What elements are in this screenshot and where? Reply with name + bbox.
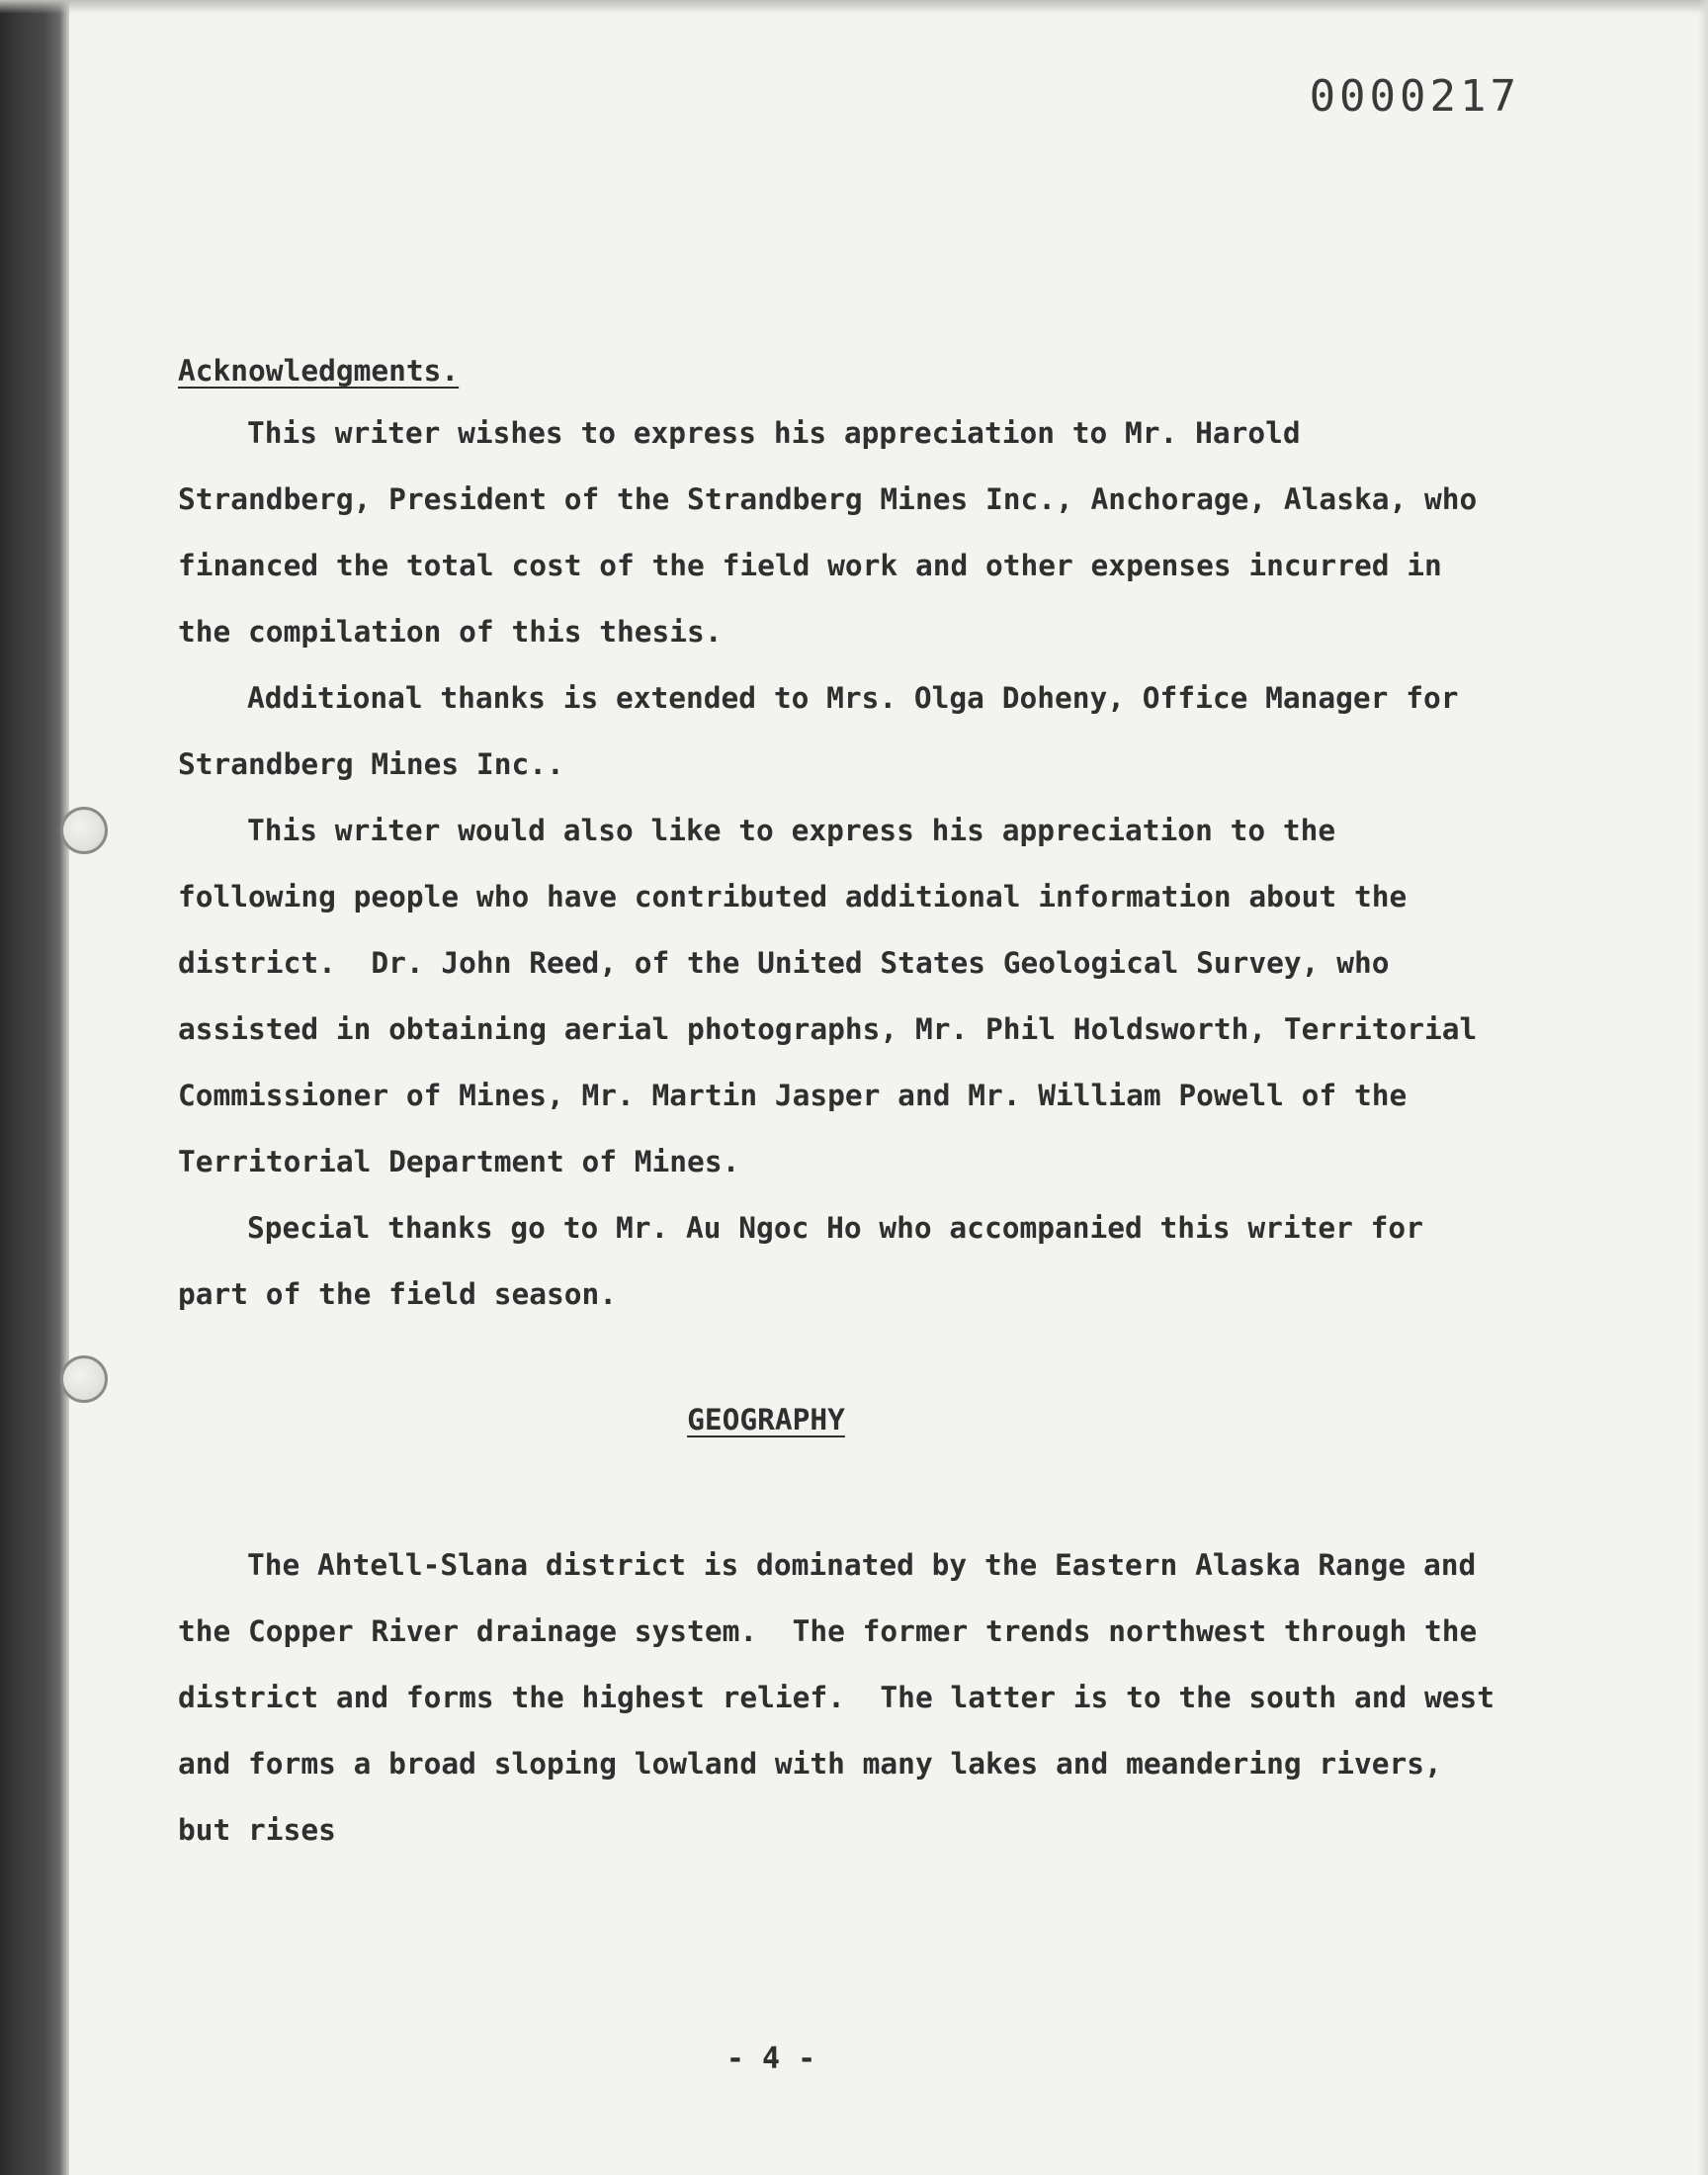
geography-heading: GEOGRAPHY xyxy=(687,1403,845,1436)
acknowledgments-paragraph-2: Additional thanks is extended to Mrs. Olga Doheny, Office Manager for Strandberg Mines Inc.. xyxy=(178,681,1477,781)
geography-paragraph: The Ahtell-Slana district is dominated by the Eastern Alaska Range and the Copper River drainage system. The former trends northwest through the district and forms the highest relief. The latter is to the south and west and forms a broad sloping lowland with many lakes and meandering rivers, but rises xyxy=(178,1548,1512,1847)
binding-edge xyxy=(0,0,69,2175)
punch-hole-bottom xyxy=(60,1355,108,1403)
page-number: - 4 - xyxy=(726,2042,816,2076)
top-edge-shadow xyxy=(0,0,1708,14)
right-edge-shadow xyxy=(1698,0,1708,2175)
acknowledgments-heading: Acknowledgments. xyxy=(178,354,460,388)
page-content xyxy=(178,341,1512,1864)
acknowledgments-paragraph-1: This writer wishes to express his appreciation to Mr. Harold Strandberg, President of the Strandberg Mines Inc., Anchorage, Alaska, who financed the total cost of the field work and other expenses incurred in the compilation of this thesis. xyxy=(178,416,1495,649)
document-number: 0000217 xyxy=(1309,71,1520,122)
acknowledgments-paragraph-3: This writer would also like to express his appreciation to the following people who have contributed additional information about the district. Dr. John Reed, of the United States Geological Survey, who assisted in obtaining aerial photographs, Mr. Phil Holdsworth, Territorial Commissioner of Mines, Mr. Martin Jasper and Mr. William Powell of the Territorial Department of Mines. xyxy=(178,814,1495,1178)
punch-hole-top xyxy=(60,807,108,854)
acknowledgments-paragraph-4: Special thanks go to Mr. Au Ngoc Ho who accompanied this writer for part of the field season. xyxy=(178,1211,1441,1311)
